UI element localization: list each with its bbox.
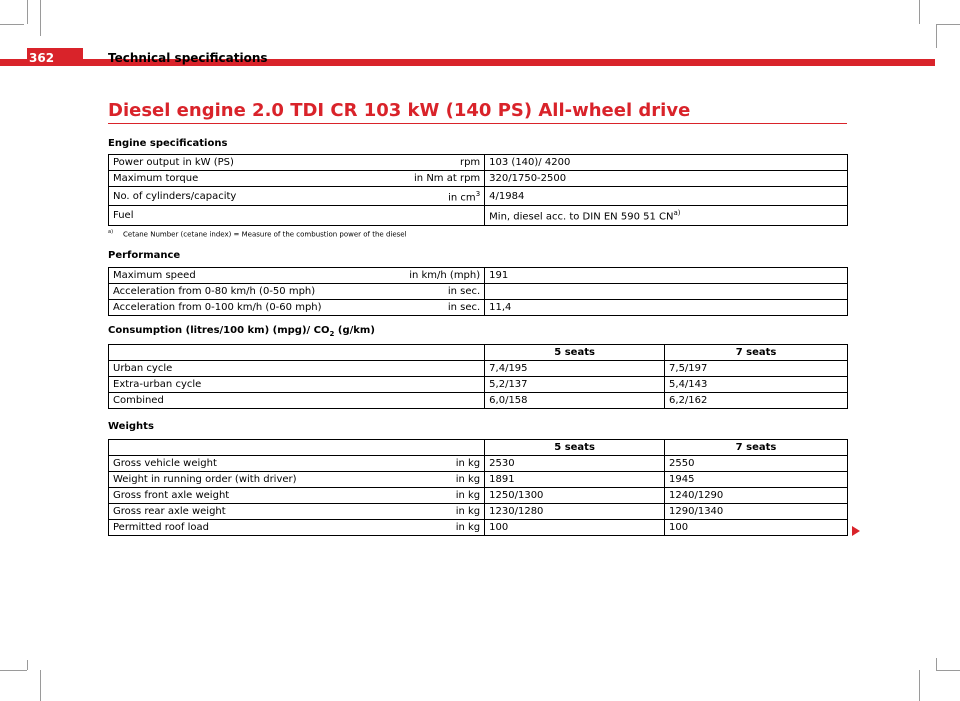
row-value-7: 6,2/162: [665, 393, 848, 409]
row-unit: in sec.: [380, 300, 485, 316]
row-value-7: 1945: [665, 472, 848, 488]
row-value: 103 (140)/ 4200: [485, 155, 848, 171]
crop-mark: [0, 670, 27, 671]
table-row: [109, 393, 848, 409]
table-row: [109, 187, 848, 206]
row-unit: in kg: [380, 504, 485, 520]
row-unit: in km/h (mph): [380, 268, 485, 284]
row-value-5: 5,2/137: [485, 377, 665, 393]
row-unit: in kg: [380, 520, 485, 536]
row-value-5: 100: [485, 520, 665, 536]
row-label: Gross front axle weight: [109, 488, 380, 504]
section-title: Technical specifications: [108, 51, 268, 65]
table-row: [109, 472, 848, 488]
table-header-row: [109, 345, 848, 361]
crop-mark: [27, 660, 28, 670]
crop-mark: [936, 24, 937, 48]
footnote-marker: a): [108, 229, 114, 235]
value-text: Min, diesel acc. to DIN EN 590 51 CN: [489, 211, 674, 223]
table-row: [109, 206, 848, 225]
crop-mark: [919, 0, 920, 24]
co2-subscript: 2: [329, 330, 335, 338]
engine-table: [108, 154, 848, 226]
table-row: [109, 171, 848, 187]
row-value-5: 7,4/195: [485, 361, 665, 377]
table-row: [109, 300, 848, 316]
row-unit: rpm: [380, 155, 485, 171]
crop-mark: [936, 658, 937, 670]
footnote-ref: a): [673, 209, 681, 218]
footnote-text: Cetane Number (cetane index) = Measure of the combustion power of the diesel: [123, 230, 407, 239]
row-value: 4/1984: [485, 187, 848, 206]
row-value-7: 1290/1340: [665, 504, 848, 520]
row-unit: in kg: [380, 456, 485, 472]
crop-mark: [936, 670, 960, 671]
header-empty: [109, 440, 485, 456]
table-row: [109, 377, 848, 393]
row-unit: in kg: [380, 472, 485, 488]
row-value: [485, 206, 848, 225]
consumption-table: [108, 344, 848, 409]
header-7-seats: 7 seats: [665, 345, 848, 361]
table-row: [109, 284, 848, 300]
crop-mark: [40, 0, 41, 36]
row-label: Maximum speed: [109, 268, 380, 284]
row-label: Maximum torque: [109, 171, 380, 187]
table-row: [109, 361, 848, 377]
row-label: Gross rear axle weight: [109, 504, 380, 520]
row-unit: [380, 206, 485, 225]
table-row: [109, 504, 848, 520]
header-5-seats: 5 seats: [485, 440, 665, 456]
table-row: [109, 456, 848, 472]
page-title: Diesel engine 2.0 TDI CR 103 kW (140 PS) All-wheel drive: [108, 100, 691, 121]
unit-text: in cm: [448, 192, 476, 204]
footnote: [108, 229, 407, 238]
crop-mark: [40, 670, 41, 701]
row-value-7: 1240/1290: [665, 488, 848, 504]
performance-heading: Performance: [108, 250, 181, 261]
table-header-row: [109, 440, 848, 456]
crop-mark: [936, 24, 960, 25]
row-value-5: 1230/1280: [485, 504, 665, 520]
row-label: Extra-urban cycle: [109, 377, 485, 393]
row-value-7: 5,4/143: [665, 377, 848, 393]
row-unit: in kg: [380, 488, 485, 504]
page-number: 362: [29, 51, 55, 65]
row-label: Power output in kW (PS): [109, 155, 380, 171]
consumption-heading-unit: (g/km): [334, 325, 375, 336]
row-value-5: 1891: [485, 472, 665, 488]
unit-superscript: 3: [475, 190, 481, 198]
row-value-7: 7,5/197: [665, 361, 848, 377]
row-label: Acceleration from 0-100 km/h (0-60 mph): [109, 300, 380, 316]
title-rule: [108, 123, 847, 124]
row-label: Gross vehicle weight: [109, 456, 380, 472]
row-label: Acceleration from 0-80 km/h (0-50 mph): [109, 284, 380, 300]
weights-table: [108, 439, 848, 536]
continue-arrow-icon: [852, 526, 860, 536]
row-label: Permitted roof load: [109, 520, 380, 536]
row-unit: in sec.: [380, 284, 485, 300]
row-value: [485, 284, 848, 300]
row-value-7: 100: [665, 520, 848, 536]
table-row: [109, 520, 848, 536]
row-value-5: 2530: [485, 456, 665, 472]
row-label: No. of cylinders/capacity: [109, 187, 380, 206]
row-label: Combined: [109, 393, 485, 409]
row-value-5: 1250/1300: [485, 488, 665, 504]
row-label: Urban cycle: [109, 361, 485, 377]
table-row: [109, 268, 848, 284]
row-label: Weight in running order (with driver): [109, 472, 380, 488]
crop-mark: [0, 24, 24, 25]
header-5-seats: 5 seats: [485, 345, 665, 361]
row-value: 11,4: [485, 300, 848, 316]
table-row: [109, 155, 848, 171]
table-row: [109, 488, 848, 504]
consumption-heading-text: Consumption (litres/100 km) (mpg)/ CO: [108, 325, 330, 336]
header-empty: [109, 345, 485, 361]
row-value-7: 2550: [665, 456, 848, 472]
consumption-heading: [108, 325, 375, 338]
row-value: 320/1750-2500: [485, 171, 848, 187]
crop-mark: [919, 670, 920, 701]
row-value-5: 6,0/158: [485, 393, 665, 409]
row-unit: in Nm at rpm: [380, 171, 485, 187]
engine-heading: Engine specifications: [108, 138, 228, 149]
weights-heading: Weights: [108, 421, 154, 432]
row-unit: [380, 187, 485, 206]
header-7-seats: 7 seats: [665, 440, 848, 456]
row-value: 191: [485, 268, 848, 284]
crop-mark: [27, 0, 28, 24]
row-label: Fuel: [109, 206, 380, 225]
performance-table: [108, 267, 848, 316]
